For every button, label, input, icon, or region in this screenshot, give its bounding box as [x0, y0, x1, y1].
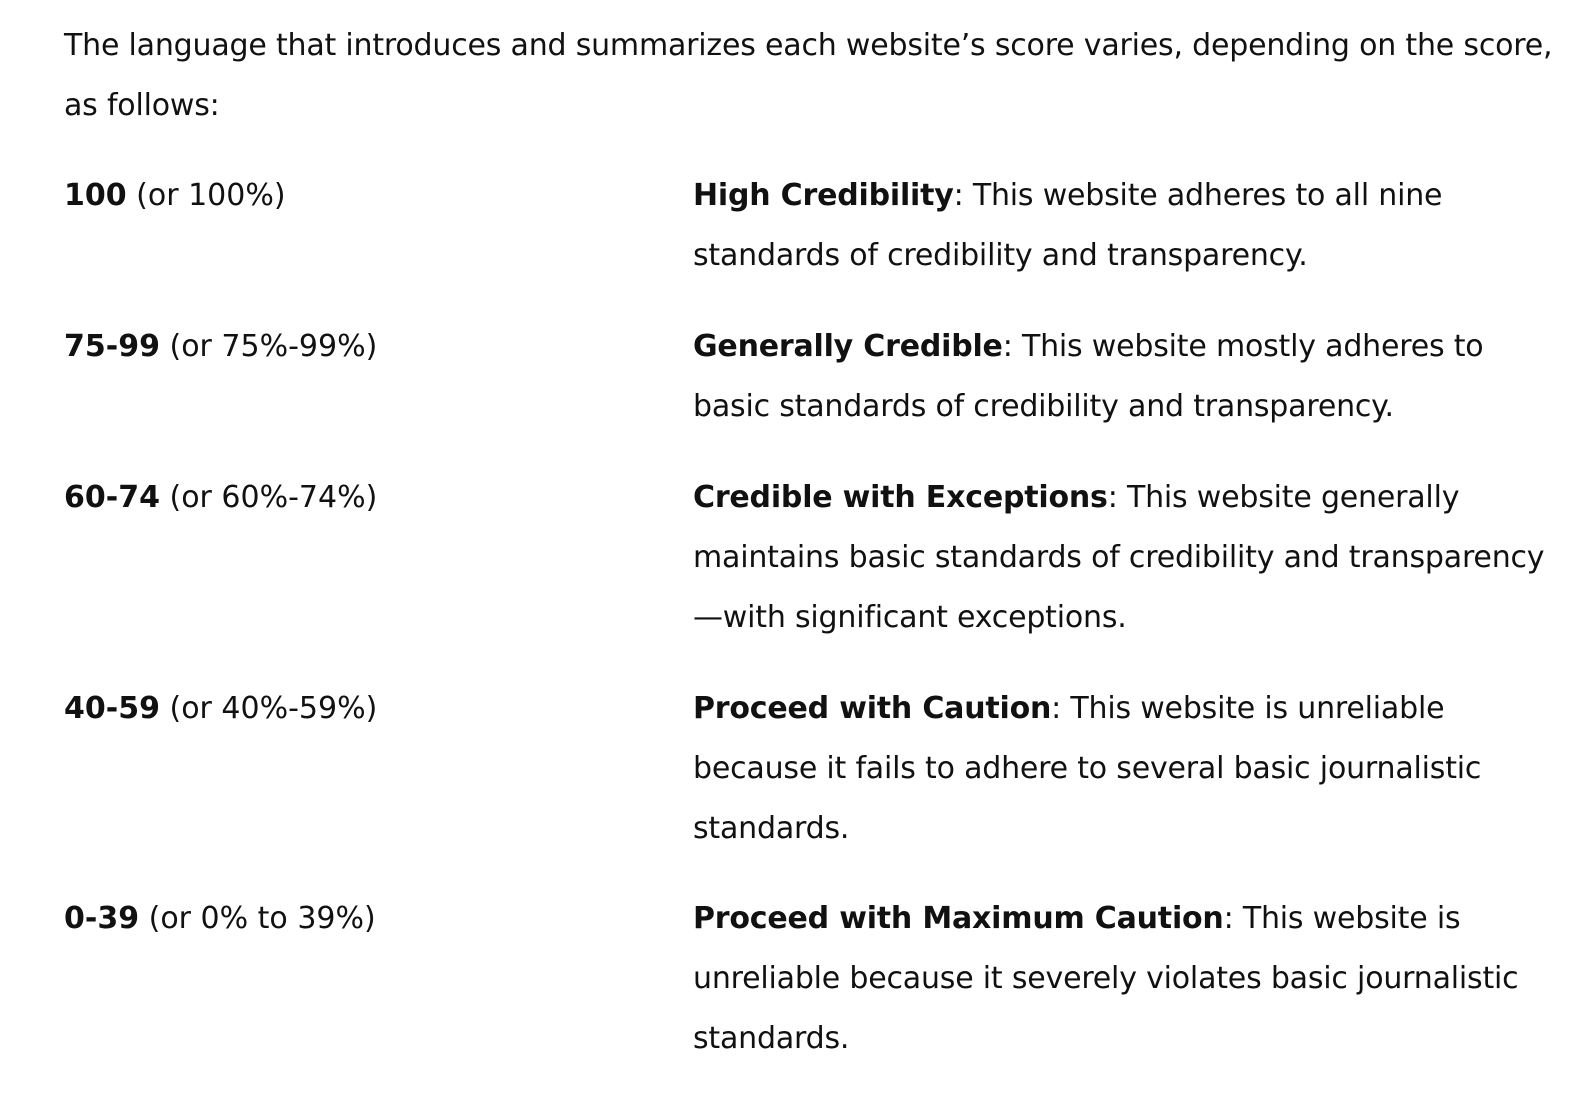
- score-description-text: : This website is unreliable because it severely violates basic journalistic standards.: [693, 901, 1519, 1056]
- score-label: High Credibility: [693, 178, 954, 213]
- score-range: [64, 468, 664, 528]
- score-description: [693, 166, 1553, 286]
- score-description: [693, 468, 1553, 648]
- score-range-value: 75-99: [64, 329, 160, 364]
- score-label: Proceed with Caution: [693, 691, 1052, 726]
- score-range-value: 40-59: [64, 691, 160, 726]
- score-range: [64, 679, 664, 739]
- score-range-percent: (or 0% to 39%): [139, 901, 376, 936]
- score-range-percent: (or 40%-59%): [159, 691, 378, 726]
- score-range-value: 100: [64, 178, 127, 213]
- score-range-percent: (or 75%-99%): [159, 329, 378, 364]
- score-label: Generally Credible: [693, 329, 1003, 364]
- score-description-text: : This website mostly adheres to basic standards of credibility and transparency.: [693, 329, 1484, 424]
- score-description: [693, 679, 1553, 859]
- score-range: [64, 166, 664, 226]
- score-description-text: : This website is unreliable because it fails to adhere to several basic journalistic standards.: [693, 691, 1482, 846]
- score-range: [64, 317, 664, 377]
- score-description-text: : This website adheres to all nine standards of credibility and transparency.: [693, 178, 1443, 273]
- score-range-value: 60-74: [64, 480, 160, 515]
- score-range-percent: (or 60%-74%): [159, 480, 378, 515]
- score-range-percent: (or 100%): [126, 178, 286, 213]
- intro-paragraph: The language that introduces and summarizes each website’s score varies, depending on the score, as follows:: [64, 28, 1553, 123]
- score-label: Proceed with Maximum Caution: [693, 901, 1224, 936]
- score-label: Credible with Exceptions: [693, 480, 1108, 515]
- score-range: [64, 889, 664, 949]
- score-description: [693, 317, 1553, 437]
- score-description: [693, 889, 1553, 1069]
- score-description-text: : This website generally maintains basic standards of credibility and transparency—with significant exceptions.: [693, 480, 1545, 635]
- score-range-value: 0-39: [64, 901, 140, 936]
